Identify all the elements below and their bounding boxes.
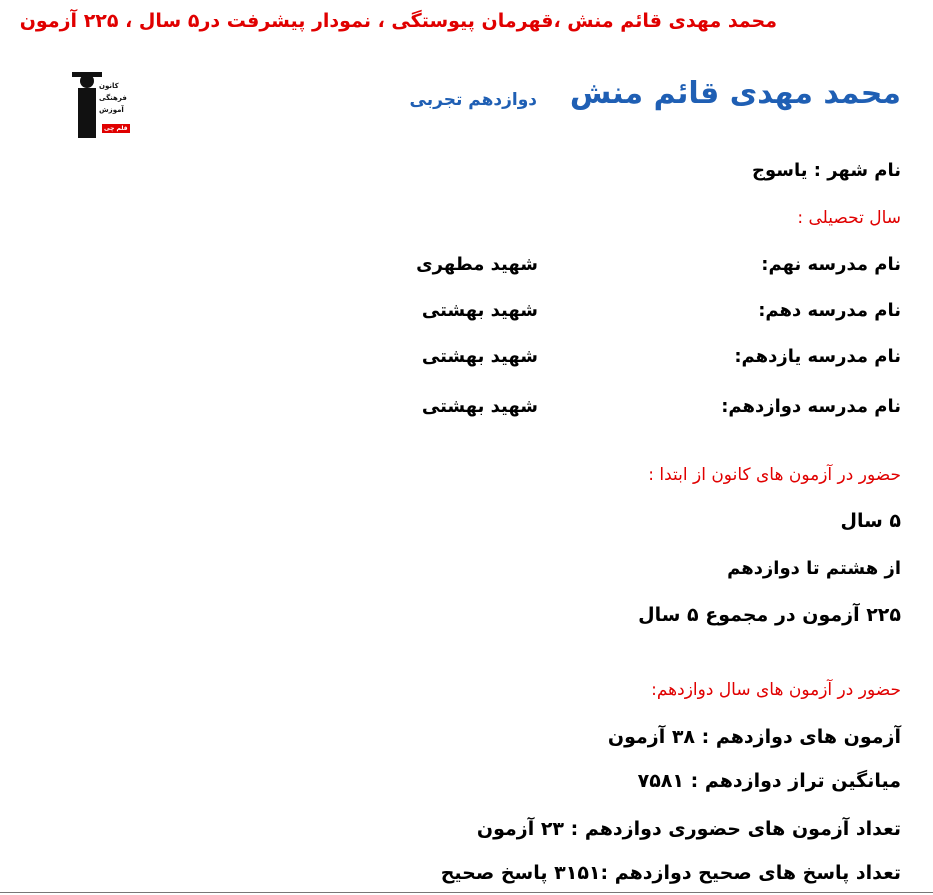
logo-line-1: کانون (99, 82, 119, 90)
attendance-heading: حضور در آزمون های کانون از ابتدا : (648, 465, 901, 485)
city-line: نام شهر : یاسوج (752, 160, 901, 181)
attendance-years: ۵ سال (840, 510, 901, 532)
school-label-11: نام مدرسه یازدهم: (734, 346, 901, 367)
grade12-average: میانگین تراز دوازدهم : ۷۵۸۱ (637, 770, 901, 792)
school-value-9: شهید مطهری (416, 254, 538, 275)
school-value-11: شهید بهشتی (421, 346, 538, 367)
academic-year-label: سال تحصیلی : (797, 208, 901, 228)
grade12-exams: آزمون های دوازدهم : ۳۸ آزمون (607, 726, 901, 748)
grade12-heading: حضور در آزمون های سال دوازدهم: (651, 680, 901, 700)
logo-line-3: آموزش (99, 106, 124, 114)
grade12-correct-answers: تعداد پاسخ های صحیح دوازدهم :۳۱۵۱ پاسخ صحیح (440, 862, 901, 884)
school-label-12: نام مدرسه دوازدهم: (721, 396, 901, 417)
school-label-10: نام مدرسه دهم: (758, 300, 901, 321)
kanoon-logo (72, 70, 134, 140)
figure-head-icon (80, 74, 94, 88)
attendance-range: از هشتم تا دوازدهم (727, 558, 901, 579)
bottom-divider (0, 892, 933, 893)
student-grade: دوازدهم تجربی (409, 90, 537, 110)
grade12-in-person: تعداد آزمون های حضوری دوازدهم : ۲۳ آزمون (476, 818, 901, 840)
figure-body-icon (78, 88, 96, 138)
page-banner: محمد مهدی قائم منش ،قهرمان پیوستگی ، نمودار پیشرفت در۵ سال ، ۲۲۵ آزمون (19, 10, 777, 32)
school-label-9: نام مدرسه نهم: (761, 254, 901, 275)
logo-tag: قلم چی (104, 125, 128, 132)
school-value-10: شهید بهشتی (421, 300, 538, 321)
school-value-12: شهید بهشتی (421, 396, 538, 417)
logo-line-2: فرهنگی (99, 94, 127, 102)
attendance-total: ۲۲۵ آزمون در مجموع ۵ سال (638, 604, 901, 626)
student-name: محمد مهدی قائم منش (569, 76, 901, 111)
